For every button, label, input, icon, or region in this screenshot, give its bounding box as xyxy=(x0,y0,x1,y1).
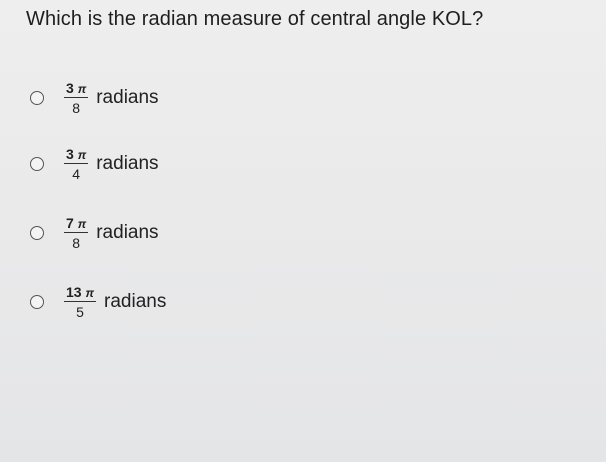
fraction-denominator: 8 xyxy=(72,235,81,251)
fraction-1 xyxy=(64,81,88,115)
answer-option-1[interactable] xyxy=(30,76,159,120)
fraction-numerator xyxy=(64,147,88,164)
fraction-numerator xyxy=(64,216,88,233)
pi-symbol: π xyxy=(77,148,87,162)
option-unit-label: radians xyxy=(96,153,159,174)
question-text: Which is the radian measure of central angle KOL? xyxy=(26,8,484,30)
answer-option-3[interactable] xyxy=(30,211,159,255)
fraction-denominator: 5 xyxy=(76,304,84,320)
radio-button-4[interactable] xyxy=(30,295,44,309)
fraction-4 xyxy=(64,285,96,319)
pi-symbol: π xyxy=(85,286,95,300)
radio-button-1[interactable] xyxy=(30,91,44,105)
fraction-numerator xyxy=(64,81,88,98)
fraction-3 xyxy=(64,216,88,250)
numerator-coefficient: 13 xyxy=(66,284,82,300)
fraction-numerator xyxy=(64,285,96,302)
fraction-denominator: 8 xyxy=(72,100,81,116)
pi-symbol: π xyxy=(77,82,87,96)
radio-button-3[interactable] xyxy=(30,226,44,240)
option-unit-label: radians xyxy=(96,222,159,243)
answer-option-4[interactable] xyxy=(30,280,166,324)
answer-option-2[interactable] xyxy=(30,142,159,186)
option-unit-label: radians xyxy=(104,291,167,312)
numerator-coefficient: 3 xyxy=(66,146,74,162)
numerator-coefficient: 3 xyxy=(66,80,74,96)
option-unit-label: radians xyxy=(96,87,159,108)
fraction-2 xyxy=(64,147,88,181)
fraction-denominator: 4 xyxy=(72,166,81,182)
radio-button-2[interactable] xyxy=(30,157,44,171)
pi-symbol: π xyxy=(77,217,87,231)
numerator-coefficient: 7 xyxy=(66,215,74,231)
